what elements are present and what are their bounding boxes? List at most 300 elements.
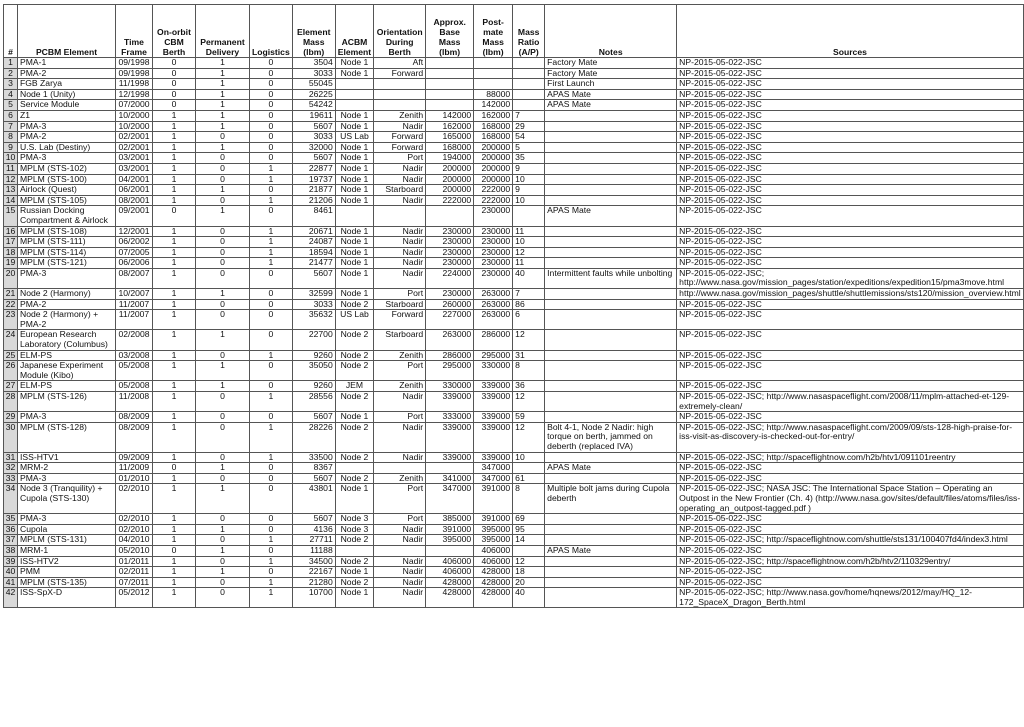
cell-row-number: 34 (4, 484, 18, 514)
cell-pcbm-element: Node 2 (Harmony) + PMA-2 (18, 310, 116, 330)
cell-on-orbit-cbm-berth: 1 (153, 524, 196, 535)
cell-logistics: 0 (250, 110, 293, 121)
cell-time-frame: 11/2009 (116, 463, 153, 474)
cell-logistics: 0 (250, 268, 293, 288)
header-sources: Sources (677, 5, 1024, 58)
cell-sources: NP-2015-05-022-JSC (677, 89, 1024, 100)
cell-orientation: Nadir (374, 258, 426, 269)
table-row (4, 588, 1024, 608)
cell-acbm-element (335, 89, 373, 100)
cell-logistics: 0 (250, 132, 293, 143)
cell-acbm-element: Node 1 (335, 185, 373, 196)
table-row (4, 361, 1024, 381)
cell-logistics: 0 (250, 310, 293, 330)
cell-element-mass: 21477 (292, 258, 335, 269)
cell-base-mass: 339000 (426, 422, 474, 452)
cell-row-number: 8 (4, 132, 18, 143)
cell-on-orbit-cbm-berth: 1 (153, 577, 196, 588)
cell-post-mate-mass: 168000 (474, 121, 513, 132)
cell-sources: NP-2015-05-022-JSC (677, 299, 1024, 310)
cell-orientation: Nadir (374, 174, 426, 185)
cell-logistics: 0 (250, 153, 293, 164)
cell-sources: NP-2015-05-022-JSC; http://www.nasaspaceflight.com/2008/11/mplm-attached-et-129-extremely-clean/ (677, 392, 1024, 412)
cell-orientation: Aft (374, 58, 426, 69)
header-logistics: Logistics (250, 5, 293, 58)
cell-row-number: 6 (4, 110, 18, 121)
cell-notes: Factory Mate (545, 68, 677, 79)
cell-mass-ratio: 36 (513, 381, 545, 392)
header-time-frame: Time Frame (116, 5, 153, 58)
cell-sources: NP-2015-05-022-JSC; http://www.nasa.gov/home/hqnews/2012/may/HQ_12-172_SpaceX_Dragon_Berth.html (677, 588, 1024, 608)
cell-sources: NP-2015-05-022-JSC (677, 195, 1024, 206)
cell-mass-ratio: 18 (513, 567, 545, 578)
cell-orientation (374, 79, 426, 90)
cell-acbm-element: Node 1 (335, 567, 373, 578)
cell-pcbm-element: ISS-HTV1 (18, 452, 116, 463)
cell-post-mate-mass: 406000 (474, 556, 513, 567)
cell-element-mass: 22877 (292, 163, 335, 174)
cell-orientation: Starboard (374, 299, 426, 310)
cell-row-number: 12 (4, 174, 18, 185)
cell-post-mate-mass: 230000 (474, 206, 513, 226)
cell-pcbm-element: PMA-2 (18, 132, 116, 143)
table-row (4, 392, 1024, 412)
cell-on-orbit-cbm-berth: 0 (153, 89, 196, 100)
cell-permanent-delivery: 1 (196, 142, 250, 153)
cell-sources: NP-2015-05-022-JSC; http://spaceflightnow.com/shuttle/sts131/100407fd4/index3.html (677, 535, 1024, 546)
table-row (4, 258, 1024, 269)
cell-base-mass: 230000 (426, 258, 474, 269)
cell-permanent-delivery: 0 (196, 392, 250, 412)
cell-mass-ratio (513, 79, 545, 90)
cell-notes (545, 163, 677, 174)
cell-acbm-element: Node 1 (335, 174, 373, 185)
cell-notes (545, 567, 677, 578)
cell-pcbm-element: MPLM (STS-135) (18, 577, 116, 588)
cell-pcbm-element: MPLM (STS-114) (18, 247, 116, 258)
cell-mass-ratio: 31 (513, 350, 545, 361)
cell-element-mass: 28556 (292, 392, 335, 412)
cell-acbm-element: Node 2 (335, 473, 373, 484)
cell-base-mass: 168000 (426, 142, 474, 153)
cell-orientation: Nadir (374, 588, 426, 608)
table-row (4, 577, 1024, 588)
cell-row-number: 42 (4, 588, 18, 608)
cell-notes (545, 310, 677, 330)
cell-orientation: Port (374, 289, 426, 300)
cell-acbm-element: Node 1 (335, 68, 373, 79)
cell-post-mate-mass (474, 58, 513, 69)
cell-notes (545, 174, 677, 185)
table-row (4, 174, 1024, 185)
cell-permanent-delivery: 1 (196, 206, 250, 226)
cell-on-orbit-cbm-berth: 1 (153, 567, 196, 578)
table-row (4, 268, 1024, 288)
cell-element-mass: 21280 (292, 577, 335, 588)
cell-time-frame: 02/2008 (116, 330, 153, 350)
cell-base-mass: 200000 (426, 174, 474, 185)
cell-time-frame: 05/2008 (116, 361, 153, 381)
cell-acbm-element: Node 1 (335, 195, 373, 206)
cell-sources: NP-2015-05-022-JSC (677, 174, 1024, 185)
cell-acbm-element: Node 1 (335, 247, 373, 258)
cell-mass-ratio: 5 (513, 142, 545, 153)
cell-post-mate-mass: 230000 (474, 258, 513, 269)
cell-permanent-delivery: 0 (196, 422, 250, 452)
cell-notes (545, 237, 677, 248)
cell-on-orbit-cbm-berth: 1 (153, 121, 196, 132)
cell-sources: NP-2015-05-022-JSC (677, 361, 1024, 381)
cell-orientation: Port (374, 514, 426, 525)
cell-post-mate-mass: 200000 (474, 163, 513, 174)
cell-element-mass: 55045 (292, 79, 335, 90)
cell-row-number: 29 (4, 412, 18, 423)
cell-time-frame: 04/2001 (116, 174, 153, 185)
cell-element-mass: 32599 (292, 289, 335, 300)
cell-post-mate-mass: 230000 (474, 268, 513, 288)
cell-base-mass: 339000 (426, 392, 474, 412)
cell-pcbm-element: Z1 (18, 110, 116, 121)
cell-acbm-element: Node 2 (335, 350, 373, 361)
cell-post-mate-mass: 263000 (474, 299, 513, 310)
cell-on-orbit-cbm-berth: 1 (153, 163, 196, 174)
cell-row-number: 37 (4, 535, 18, 546)
cell-notes: Intermittent faults while unbolting (545, 268, 677, 288)
cell-logistics: 0 (250, 524, 293, 535)
cell-acbm-element (335, 463, 373, 474)
cell-post-mate-mass: 428000 (474, 588, 513, 608)
cell-orientation: Nadir (374, 422, 426, 452)
cell-base-mass: 230000 (426, 247, 474, 258)
cell-time-frame: 10/2000 (116, 121, 153, 132)
cell-acbm-element (335, 79, 373, 90)
cell-time-frame: 02/2010 (116, 514, 153, 525)
cell-row-number: 13 (4, 185, 18, 196)
cell-orientation: Nadir (374, 392, 426, 412)
cell-base-mass (426, 100, 474, 111)
cell-row-number: 23 (4, 310, 18, 330)
cell-base-mass: 230000 (426, 237, 474, 248)
cell-pcbm-element: PMA-3 (18, 514, 116, 525)
cell-acbm-element: Node 1 (335, 58, 373, 69)
cell-element-mass: 43801 (292, 484, 335, 514)
cell-notes (545, 392, 677, 412)
cell-acbm-element: Node 2 (335, 452, 373, 463)
cell-logistics: 0 (250, 361, 293, 381)
cell-on-orbit-cbm-berth: 0 (153, 545, 196, 556)
cell-logistics: 0 (250, 68, 293, 79)
cell-base-mass: 295000 (426, 361, 474, 381)
cell-element-mass: 26225 (292, 89, 335, 100)
cell-post-mate-mass: 347000 (474, 463, 513, 474)
cell-acbm-element: Node 1 (335, 110, 373, 121)
cell-permanent-delivery: 1 (196, 524, 250, 535)
cell-mass-ratio (513, 58, 545, 69)
table-row (4, 299, 1024, 310)
table-row (4, 110, 1024, 121)
table-row (4, 89, 1024, 100)
cell-logistics: 0 (250, 473, 293, 484)
cell-permanent-delivery: 0 (196, 514, 250, 525)
cell-orientation: Nadir (374, 567, 426, 578)
cell-element-mass: 5607 (292, 153, 335, 164)
cell-element-mass: 27711 (292, 535, 335, 546)
cell-acbm-element: JEM (335, 381, 373, 392)
cell-pcbm-element: Service Module (18, 100, 116, 111)
cell-pcbm-element: Russian Docking Compartment & Airlock (18, 206, 116, 226)
cell-pcbm-element: PMM (18, 567, 116, 578)
cell-permanent-delivery: 0 (196, 268, 250, 288)
cell-time-frame: 01/2010 (116, 473, 153, 484)
cell-orientation: Port (374, 412, 426, 423)
cell-acbm-element: Node 1 (335, 237, 373, 248)
cell-element-mass: 4136 (292, 524, 335, 535)
cell-on-orbit-cbm-berth: 1 (153, 310, 196, 330)
cell-orientation: Nadir (374, 268, 426, 288)
cell-logistics: 0 (250, 185, 293, 196)
cell-post-mate-mass: 200000 (474, 174, 513, 185)
cell-mass-ratio: 10 (513, 174, 545, 185)
cell-mass-ratio: 12 (513, 556, 545, 567)
cell-sources: NP-2015-05-022-JSC (677, 226, 1024, 237)
cell-row-number: 2 (4, 68, 18, 79)
header-row (4, 5, 1024, 58)
cell-sources: NP-2015-05-022-JSC (677, 100, 1024, 111)
cell-base-mass (426, 58, 474, 69)
cell-notes (545, 330, 677, 350)
cell-mass-ratio: 14 (513, 535, 545, 546)
table-row (4, 412, 1024, 423)
cell-time-frame: 02/2010 (116, 484, 153, 514)
cell-on-orbit-cbm-berth: 1 (153, 174, 196, 185)
cell-permanent-delivery: 0 (196, 412, 250, 423)
cell-time-frame: 02/2011 (116, 567, 153, 578)
cell-row-number: 24 (4, 330, 18, 350)
cell-time-frame: 02/2010 (116, 524, 153, 535)
cell-post-mate-mass: 222000 (474, 185, 513, 196)
cell-orientation (374, 463, 426, 474)
cell-post-mate-mass: 406000 (474, 545, 513, 556)
cell-row-number: 36 (4, 524, 18, 535)
cell-element-mass: 21206 (292, 195, 335, 206)
cell-pcbm-element: PMA-3 (18, 121, 116, 132)
header-base-mass: Approx. Base Mass (lbm) (426, 5, 474, 58)
cell-acbm-element: Node 2 (335, 535, 373, 546)
cell-time-frame: 03/2001 (116, 163, 153, 174)
cell-time-frame: 11/2007 (116, 310, 153, 330)
header-permanent-delivery: Permanent Delivery (196, 5, 250, 58)
cell-element-mass: 3033 (292, 68, 335, 79)
cell-sources: NP-2015-05-022-JSC (677, 68, 1024, 79)
cell-base-mass: 263000 (426, 330, 474, 350)
cell-notes (545, 258, 677, 269)
cell-time-frame: 11/2007 (116, 299, 153, 310)
cell-sources: NP-2015-05-022-JSC (677, 524, 1024, 535)
cell-sources: NP-2015-05-022-JSC (677, 545, 1024, 556)
cell-orientation: Zenith (374, 473, 426, 484)
cell-permanent-delivery: 0 (196, 452, 250, 463)
cell-row-number: 30 (4, 422, 18, 452)
cell-base-mass: 406000 (426, 556, 474, 567)
cell-element-mass: 22167 (292, 567, 335, 578)
cell-notes (545, 535, 677, 546)
cell-orientation: Zenith (374, 110, 426, 121)
cell-sources: NP-2015-05-022-JSC (677, 473, 1024, 484)
cell-mass-ratio (513, 100, 545, 111)
cell-logistics: 1 (250, 163, 293, 174)
cell-sources: NP-2015-05-022-JSC (677, 381, 1024, 392)
cell-logistics: 1 (250, 535, 293, 546)
cell-element-mass: 22700 (292, 330, 335, 350)
cell-post-mate-mass: 295000 (474, 350, 513, 361)
cell-logistics: 0 (250, 100, 293, 111)
cell-pcbm-element: Node 2 (Harmony) (18, 289, 116, 300)
cell-mass-ratio: 6 (513, 310, 545, 330)
cell-mass-ratio: 35 (513, 153, 545, 164)
cell-row-number: 28 (4, 392, 18, 412)
cell-pcbm-element: FGB Zarya (18, 79, 116, 90)
cell-orientation: Zenith (374, 350, 426, 361)
cell-notes (545, 524, 677, 535)
cell-time-frame: 08/2001 (116, 195, 153, 206)
cell-row-number: 9 (4, 142, 18, 153)
cell-base-mass: 406000 (426, 567, 474, 578)
cell-sources: NP-2015-05-022-JSC (677, 258, 1024, 269)
cell-post-mate-mass: 395000 (474, 524, 513, 535)
cell-logistics: 0 (250, 299, 293, 310)
cell-mass-ratio: 10 (513, 452, 545, 463)
cell-orientation (374, 89, 426, 100)
cell-sources: NP-2015-05-022-JSC; http://www.nasaspaceflight.com/2009/09/sts-128-high-praise-for-iss-visit-as-discovery-is-checked-out-for-entry/ (677, 422, 1024, 452)
cell-notes: APAS Mate (545, 100, 677, 111)
cell-row-number: 3 (4, 79, 18, 90)
cell-base-mass: 339000 (426, 452, 474, 463)
cell-element-mass: 20671 (292, 226, 335, 237)
table-row (4, 79, 1024, 90)
cell-logistics: 0 (250, 463, 293, 474)
cell-base-mass: 230000 (426, 289, 474, 300)
cell-sources: NP-2015-05-022-JSC (677, 463, 1024, 474)
cell-row-number: 41 (4, 577, 18, 588)
cell-element-mass: 32000 (292, 142, 335, 153)
cell-time-frame: 01/2011 (116, 556, 153, 567)
cell-time-frame: 02/2001 (116, 132, 153, 143)
header-post-mate-mass: Post-mate Mass (lbm) (474, 5, 513, 58)
cell-time-frame: 03/2001 (116, 153, 153, 164)
cell-orientation (374, 206, 426, 226)
cell-permanent-delivery: 1 (196, 110, 250, 121)
cell-row-number: 25 (4, 350, 18, 361)
cell-sources: NP-2015-05-022-JSC (677, 577, 1024, 588)
cell-logistics: 0 (250, 58, 293, 69)
cell-orientation: Port (374, 153, 426, 164)
cell-base-mass: 200000 (426, 185, 474, 196)
table-row (4, 58, 1024, 69)
cell-post-mate-mass: 263000 (474, 289, 513, 300)
cell-time-frame: 07/2005 (116, 247, 153, 258)
cell-post-mate-mass: 347000 (474, 473, 513, 484)
cell-acbm-element: Node 2 (335, 330, 373, 350)
cell-pcbm-element: MPLM (STS-121) (18, 258, 116, 269)
cell-pcbm-element: MPLM (STS-102) (18, 163, 116, 174)
cell-base-mass (426, 79, 474, 90)
cell-post-mate-mass: 168000 (474, 132, 513, 143)
cell-row-number: 38 (4, 545, 18, 556)
cell-row-number: 7 (4, 121, 18, 132)
cell-notes: Bolt 4-1, Node 2 Nadir: high torque on berth, jammed on deberth (replaced IVA) (545, 422, 677, 452)
cell-on-orbit-cbm-berth: 0 (153, 463, 196, 474)
cell-permanent-delivery: 1 (196, 121, 250, 132)
cell-post-mate-mass: 339000 (474, 412, 513, 423)
cell-logistics: 0 (250, 330, 293, 350)
cell-element-mass: 21877 (292, 185, 335, 196)
cell-logistics: 0 (250, 545, 293, 556)
cell-permanent-delivery: 0 (196, 195, 250, 206)
cell-pcbm-element: MPLM (STS-105) (18, 195, 116, 206)
cell-pcbm-element: Cupola (18, 524, 116, 535)
cell-mass-ratio: 95 (513, 524, 545, 535)
cell-permanent-delivery: 0 (196, 473, 250, 484)
cell-time-frame: 07/2011 (116, 577, 153, 588)
table-row (4, 142, 1024, 153)
cell-time-frame: 03/2008 (116, 350, 153, 361)
cell-element-mass: 9260 (292, 350, 335, 361)
cell-post-mate-mass: 162000 (474, 110, 513, 121)
cell-sources: NP-2015-05-022-JSC (677, 514, 1024, 525)
cell-orientation: Forward (374, 142, 426, 153)
cell-pcbm-element: Node 3 (Tranquility) + Cupola (STS-130) (18, 484, 116, 514)
cell-acbm-element: US Lab (335, 132, 373, 143)
cell-post-mate-mass: 142000 (474, 100, 513, 111)
cell-element-mass: 11188 (292, 545, 335, 556)
cell-permanent-delivery: 0 (196, 350, 250, 361)
cell-notes (545, 110, 677, 121)
cell-pcbm-element: ISS-SpX-D (18, 588, 116, 608)
cell-logistics: 1 (250, 195, 293, 206)
cell-post-mate-mass: 88000 (474, 89, 513, 100)
cell-on-orbit-cbm-berth: 1 (153, 142, 196, 153)
cell-logistics: 0 (250, 121, 293, 132)
cell-on-orbit-cbm-berth: 1 (153, 132, 196, 143)
cell-notes (545, 361, 677, 381)
cell-acbm-element: Node 1 (335, 588, 373, 608)
cell-sources: NP-2015-05-022-JSC (677, 350, 1024, 361)
table-row (4, 484, 1024, 514)
cell-element-mass: 5607 (292, 268, 335, 288)
cell-logistics: 1 (250, 422, 293, 452)
cell-permanent-delivery: 0 (196, 310, 250, 330)
cell-notes: APAS Mate (545, 545, 677, 556)
cell-logistics: 1 (250, 350, 293, 361)
table-row (4, 422, 1024, 452)
cell-base-mass (426, 463, 474, 474)
cell-notes (545, 153, 677, 164)
cell-on-orbit-cbm-berth: 1 (153, 299, 196, 310)
cell-permanent-delivery: 1 (196, 89, 250, 100)
cell-on-orbit-cbm-berth: 1 (153, 110, 196, 121)
cell-time-frame: 11/1998 (116, 79, 153, 90)
cell-time-frame: 06/2002 (116, 237, 153, 248)
cell-mass-ratio: 86 (513, 299, 545, 310)
cell-acbm-element (335, 206, 373, 226)
cell-row-number: 21 (4, 289, 18, 300)
cell-row-number: 5 (4, 100, 18, 111)
cell-mass-ratio: 7 (513, 110, 545, 121)
cell-time-frame: 12/1998 (116, 89, 153, 100)
cell-element-mass: 3033 (292, 132, 335, 143)
cell-permanent-delivery: 0 (196, 163, 250, 174)
cell-orientation: Nadir (374, 577, 426, 588)
